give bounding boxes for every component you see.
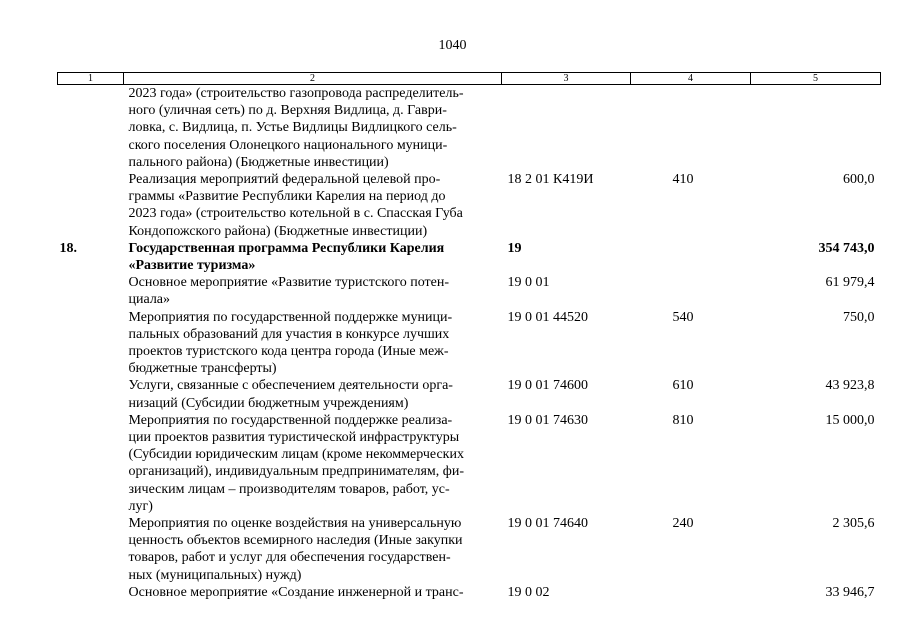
target-article-code: 19 0 02 bbox=[507, 584, 550, 600]
table-row bbox=[58, 584, 881, 601]
expense-type-code bbox=[631, 584, 751, 601]
description-line: ловка, с. Видлица, п. Устье Видлицы Видлицкого сель- bbox=[128, 120, 457, 136]
description-line: Основное мероприятие «Создание инженерной и транс- bbox=[128, 584, 464, 600]
amount-value: 33 946,7 bbox=[825, 584, 875, 600]
table-row bbox=[58, 85, 881, 172]
expense-type-code: 810 bbox=[672, 412, 694, 428]
row-number bbox=[58, 274, 124, 308]
column-header-1: 1 bbox=[58, 73, 124, 85]
target-article-code: 18 2 01 К419И bbox=[507, 172, 594, 188]
amount-value: 750,0 bbox=[843, 309, 875, 325]
description-line: пального района) (Бюджетные инвестиции) bbox=[128, 154, 389, 170]
row-description bbox=[124, 171, 502, 240]
amount-value bbox=[751, 85, 881, 172]
description-line: Кондопожского района) (Бюджетные инвестиции) bbox=[128, 223, 428, 239]
description-line: товаров, работ и услуг для обеспечения государствен- bbox=[128, 550, 451, 566]
row-description bbox=[124, 240, 502, 274]
row-description bbox=[124, 515, 502, 584]
expense-type-code bbox=[631, 274, 751, 308]
table-row bbox=[58, 171, 881, 240]
description-line: ных (муниципальных) нужд) bbox=[128, 567, 302, 583]
budget-table bbox=[57, 72, 881, 601]
expense-type-code: 540 bbox=[672, 309, 694, 325]
row-description bbox=[124, 377, 502, 411]
row-description bbox=[124, 412, 502, 515]
description-line: Услуги, связанные с обеспечением деятельности орга- bbox=[128, 378, 453, 394]
row-description bbox=[124, 85, 502, 172]
description-line: низаций (Субсидии бюджетным учреждениям) bbox=[128, 395, 409, 411]
target-article-code: 19 0 01 74640 bbox=[507, 516, 588, 532]
table-row bbox=[58, 412, 881, 515]
target-article-code: 19 0 01 74630 bbox=[507, 412, 588, 428]
description-line: циала» bbox=[128, 292, 171, 308]
row-number bbox=[58, 309, 124, 378]
target-article-code bbox=[502, 85, 631, 172]
expense-type-code: 240 bbox=[672, 516, 694, 532]
description-line: ции проектов развития туристической инфраструктуры bbox=[128, 430, 460, 446]
expense-type-code bbox=[631, 240, 751, 274]
table-header bbox=[58, 73, 881, 85]
expense-type-code: 410 bbox=[672, 172, 694, 188]
description-line: зическим лицам – производителям товаров, работ, ус- bbox=[128, 481, 450, 497]
description-line: Реализация мероприятий федеральной целевой про- bbox=[128, 172, 441, 188]
row-description bbox=[124, 584, 502, 601]
description-line: луг) bbox=[128, 498, 153, 514]
description-line: Мероприятия по государственной поддержке реализа- bbox=[128, 412, 453, 428]
row-number bbox=[58, 85, 124, 172]
row-number: 18. bbox=[59, 240, 77, 256]
description-line: Основное мероприятие «Развитие туристского потен- bbox=[128, 275, 450, 291]
amount-value: 61 979,4 bbox=[825, 275, 875, 291]
description-line: (Субсидии юридическим лицам (кроме некоммерческих bbox=[128, 447, 464, 463]
row-description bbox=[124, 309, 502, 378]
description-line: организаций), индивидуальным предпринимателям, фи- bbox=[128, 464, 465, 480]
page-number: 1040 bbox=[438, 38, 467, 53]
amount-value: 600,0 bbox=[843, 172, 875, 188]
amount-value: 2 305,6 bbox=[832, 516, 875, 532]
row-number bbox=[58, 515, 124, 584]
description-line: 2023 года» (строительство газопровода распределитель- bbox=[128, 86, 464, 101]
amount-value: 354 743,0 bbox=[818, 240, 875, 256]
table-row bbox=[58, 274, 881, 308]
row-number bbox=[58, 377, 124, 411]
row-number bbox=[58, 171, 124, 240]
table-row bbox=[58, 309, 881, 378]
column-header-2: 2 bbox=[124, 73, 502, 85]
description-line: Мероприятия по государственной поддержке муници- bbox=[128, 309, 453, 325]
description-line: 2023 года» (строительство котельной в с. Спасская Губа bbox=[128, 206, 463, 222]
description-line: проектов туристского кода центра города (Иные меж- bbox=[128, 344, 449, 360]
column-header-3: 3 bbox=[502, 73, 631, 85]
description-line: Мероприятия по оценке воздействия на универсальную bbox=[128, 516, 462, 532]
expense-type-code bbox=[631, 85, 751, 172]
table-body bbox=[58, 85, 881, 602]
row-description bbox=[124, 274, 502, 308]
description-line: пальных образований для участия в конкурсе лучших bbox=[128, 326, 450, 342]
description-line: ного (уличная сеть) по д. Верхняя Видлица, д. Гаври- bbox=[128, 103, 447, 119]
amount-value: 15 000,0 bbox=[825, 412, 875, 428]
amount-value: 43 923,8 bbox=[825, 378, 875, 394]
target-article-code: 19 0 01 44520 bbox=[507, 309, 588, 325]
description-line: ского поселения Олонецкого национального муници- bbox=[128, 137, 448, 153]
description-line: «Развитие туризма» bbox=[128, 258, 256, 274]
table-row bbox=[58, 377, 881, 411]
description-line: Государственная программа Республики Карелия bbox=[128, 240, 445, 256]
row-number bbox=[58, 412, 124, 515]
target-article-code: 19 0 01 74600 bbox=[507, 378, 588, 394]
column-header-4: 4 bbox=[631, 73, 751, 85]
target-article-code: 19 bbox=[507, 240, 522, 256]
row-number bbox=[58, 584, 124, 601]
table-row bbox=[58, 515, 881, 584]
expense-type-code: 610 bbox=[672, 378, 694, 394]
column-header-5: 5 bbox=[751, 73, 881, 85]
column-number-row bbox=[58, 73, 881, 85]
target-article-code: 19 0 01 bbox=[507, 275, 550, 291]
description-line: бюджетные трансферты) bbox=[128, 361, 277, 377]
table-row bbox=[58, 240, 881, 274]
description-line: ценность объектов всемирного наследия (Иные закупки bbox=[128, 533, 463, 549]
description-line: граммы «Развитие Республики Карелия на период до bbox=[128, 189, 446, 205]
